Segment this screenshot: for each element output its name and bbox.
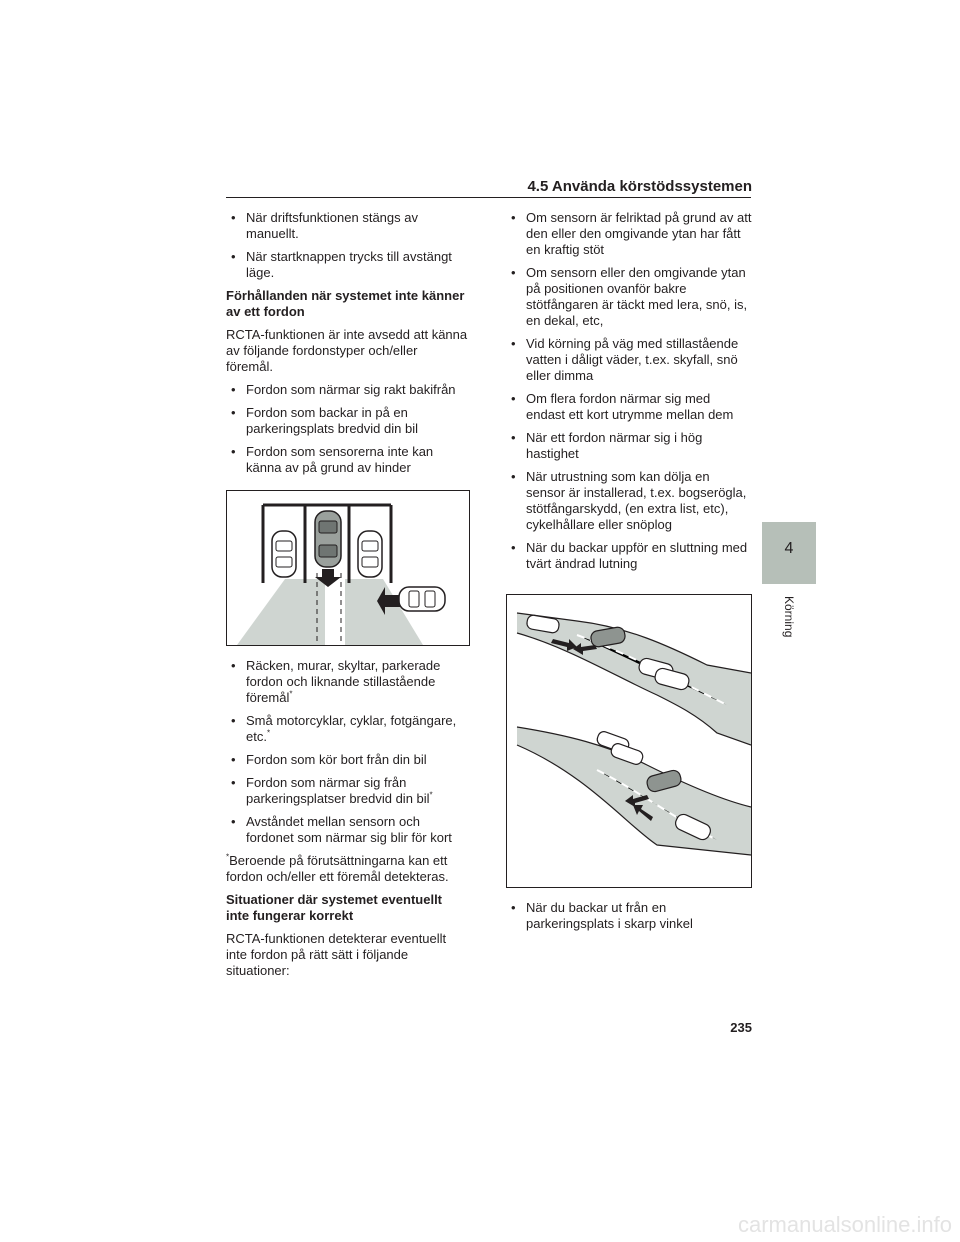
list-item: • När ett fordon närmar sig i hög hastighet: [506, 430, 752, 462]
header-divider: [226, 197, 751, 198]
right-column: [506, 210, 752, 939]
watermark: carmanualsonline.info: [737, 1212, 952, 1237]
list-item: • Fordon som sensorerna inte kan känna av på grund av hinder: [226, 444, 468, 476]
list-item: • Om flera fordon närmar sig med endast ett kort utrymme mellan dem: [506, 391, 752, 423]
list-item: • Om sensorn är felriktad på grund av att den eller den omgivande ytan har fått en kraftig stöt: [506, 210, 752, 258]
list-item: • Små motorcyklar, cyklar, fotgängare, etc.*: [226, 713, 468, 745]
chapter-label: Körning: [782, 596, 796, 638]
list-item: • Fordon som närmar sig rakt bakifrån: [226, 382, 468, 398]
list-item: • När utrustning som kan dölja en sensor är installerad, t.ex. bogserögla, stötfångarskydd, (en extra list, etc), cykelhållare eller snöplog: [506, 469, 752, 533]
parking-lot-illustration: [226, 490, 470, 646]
paragraph: RCTA-funktionen detekterar eventuellt inte fordon på rätt sätt i följande situationer:: [226, 931, 447, 978]
section-heading: Situationer där systemet eventuellt inte fungerar korrekt: [226, 892, 443, 923]
list-item: • Fordon som kör bort från din bil: [226, 752, 468, 768]
list-item: • Fordon som närmar sig från parkeringsplatser bredvid din bil*: [226, 775, 468, 807]
left-column: [226, 210, 468, 986]
section-heading: Förhållanden när systemet inte känner av ett fordon: [226, 288, 465, 319]
page-number: 235: [730, 1020, 752, 1035]
footnote: *Beroende på förutsättningarna kan ett fordon och/eller ett föremål detekteras.: [226, 852, 449, 884]
list-item: • När driftsfunktionen stängs av manuellt.: [226, 210, 468, 242]
list-item: • När du backar uppför en sluttning med tvärt ändrad lutning: [506, 540, 752, 572]
list-item: • Fordon som backar in på en parkeringsplats bredvid din bil: [226, 405, 468, 437]
list-item: • Avståndet mellan sensorn och fordonet som närmar sig blir för kort: [226, 814, 468, 846]
list-item: • När startknappen trycks till avstängt läge.: [226, 249, 468, 281]
list-item: • Vid körning på väg med stillastående vatten i dåligt väder, t.ex. skyfall, snö eller dimma: [506, 336, 752, 384]
section-header: 4.5 Använda körstödssystemen: [527, 178, 752, 195]
slope-roads-illustration: [506, 594, 752, 888]
chapter-number: 4: [784, 540, 794, 557]
list-item: • När du backar ut från en parkeringsplats i skarp vinkel: [506, 900, 752, 932]
paragraph: RCTA-funktionen är inte avsedd att känna av följande fordonstyper och/eller föremål.: [226, 327, 468, 374]
list-item: • Räcken, murar, skyltar, parkerade fordon och liknande stillastående föremål*: [226, 658, 468, 706]
list-item: • Om sensorn eller den omgivande ytan på positionen ovanför bakre stötfångaren är täckt med lera, snö, is, en dekal, etc,: [506, 265, 752, 329]
